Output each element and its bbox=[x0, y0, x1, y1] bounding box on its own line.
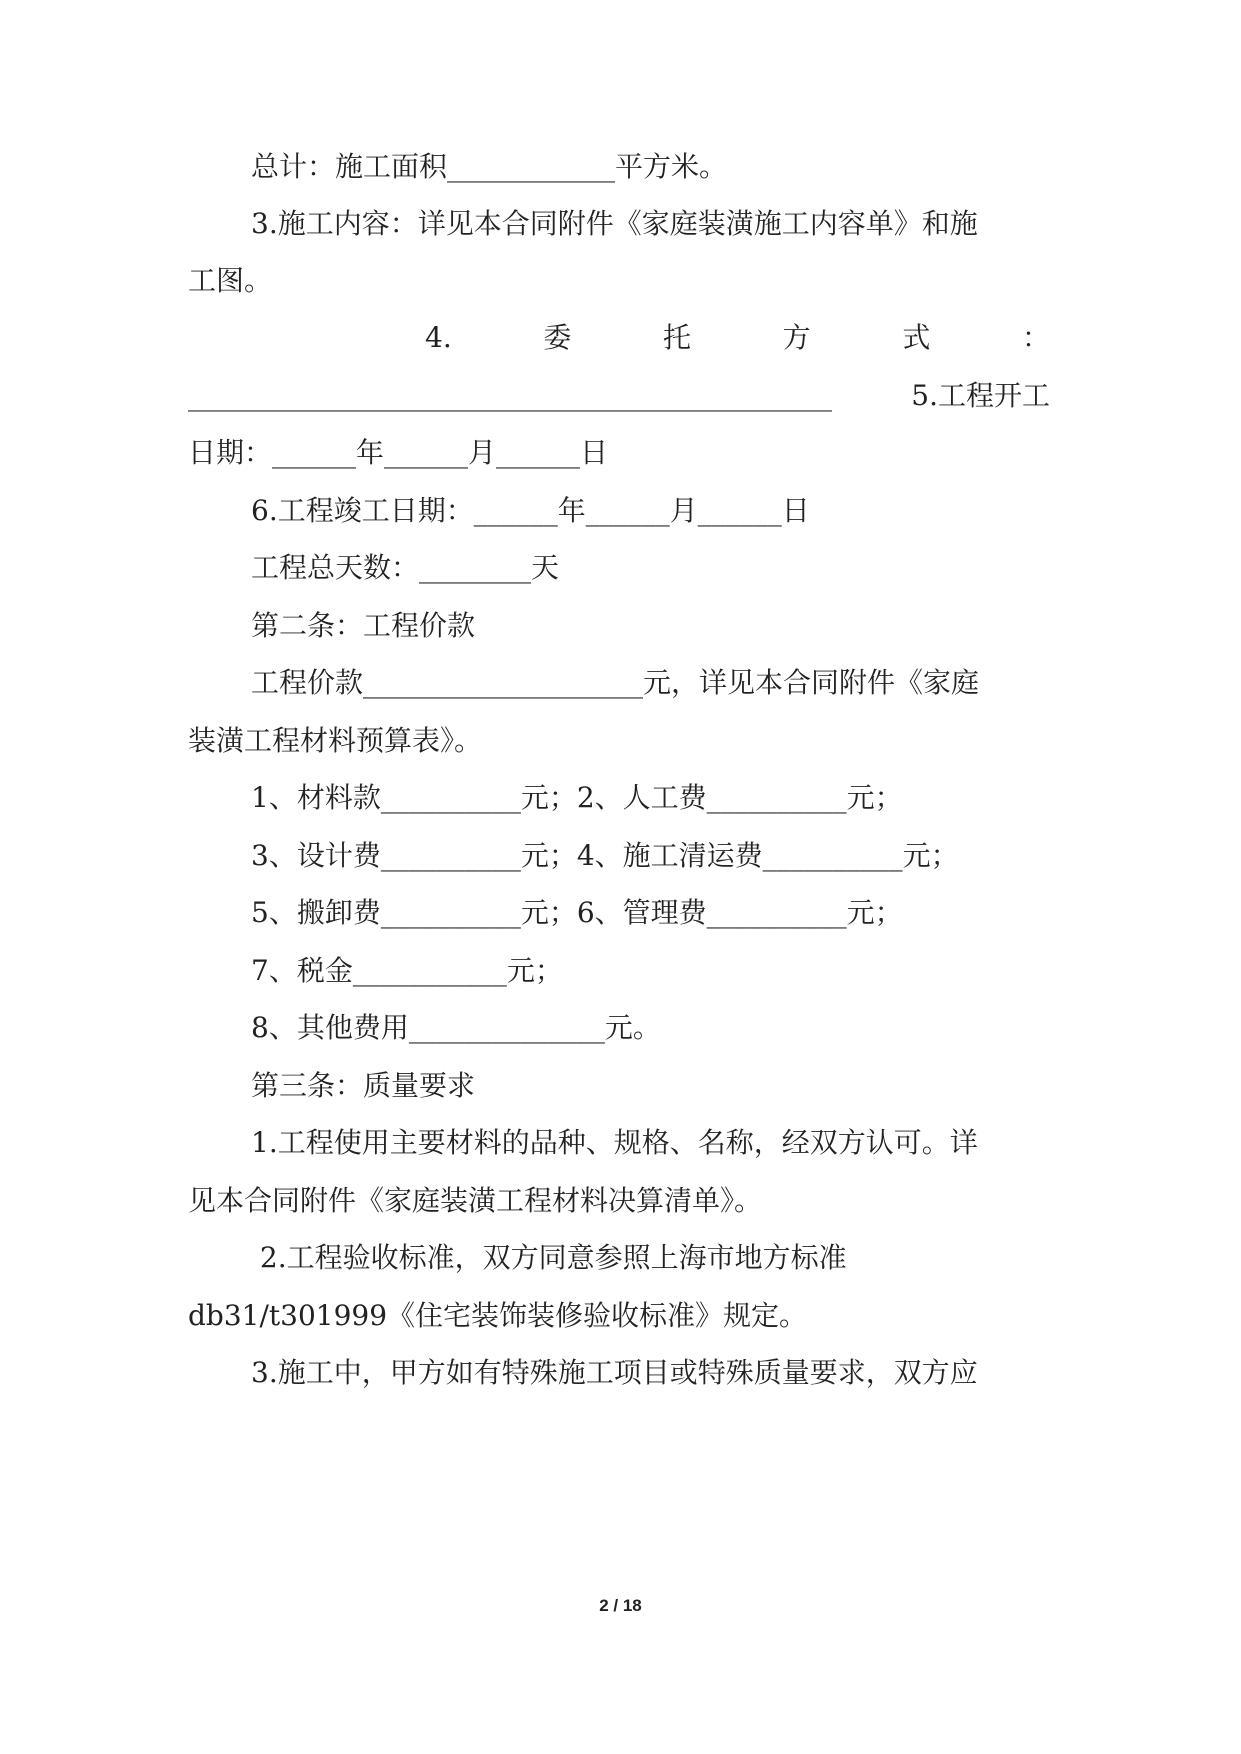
text-line: 第三条：质量要求 bbox=[251, 1069, 476, 1102]
text-line bbox=[188, 379, 1050, 413]
text-line: 工图。 bbox=[188, 264, 273, 297]
text-line: 3、设计费__________元；4、施工清运费__________元； bbox=[251, 839, 959, 872]
text-line: 3.施工中，甲方如有特殊施工项目或特殊质量要求，双方应 bbox=[251, 1356, 978, 1389]
text-line bbox=[425, 321, 1050, 355]
text-fragment: 托 bbox=[663, 321, 692, 354]
text-line: 工程总天数：________天 bbox=[251, 551, 560, 584]
text-line: 5、搬卸费__________元；6、管理费__________元； bbox=[251, 896, 903, 929]
text-line: 1.工程使用主要材料的品种、规格、名称，经双方认可。详 bbox=[251, 1126, 978, 1159]
text-line: 7、税金___________元； bbox=[251, 954, 563, 987]
text-line: 见本合同附件《家庭装潢工程材料决算清单》。 bbox=[188, 1184, 763, 1217]
text-line: 日期：______年______月______日 bbox=[188, 436, 609, 469]
text-fragment: 式 bbox=[902, 321, 931, 354]
text-line: 2.工程验收标准，双方同意参照上海市地方标准 bbox=[251, 1241, 847, 1274]
text-line: 1、材料款__________元；2、人工费__________元； bbox=[251, 781, 903, 814]
text-line-content: 3.施工内容：详见本合同附件《家庭装潢施工内容单》和施 bbox=[251, 207, 978, 240]
text-line: 6.工程竣工日期：______年______月______日 bbox=[251, 494, 810, 527]
text-fragment: 委 bbox=[543, 321, 572, 354]
text-line: 工程价款____________________元，详见本合同附件《家庭 bbox=[251, 666, 980, 699]
text-line: 8、其他费用______________元。 bbox=[251, 1011, 661, 1044]
text-fragment: 4. bbox=[425, 321, 452, 354]
text-line: 总计：施工面积____________平方米。 bbox=[251, 150, 728, 183]
page-number: 2 / 18 bbox=[599, 1596, 642, 1615]
text-fragment: ： bbox=[1021, 321, 1050, 354]
text-line: 第二条：工程价款 bbox=[251, 609, 476, 642]
text-line bbox=[251, 207, 1050, 241]
text-fragment: 方 bbox=[782, 321, 811, 354]
text-fragment: ______________________________________________ bbox=[188, 379, 832, 412]
text-line: db31/t301999《住宅装饰装修验收标准》规定。 bbox=[188, 1299, 808, 1332]
text-line: 装潢工程材料预算表》。 bbox=[188, 724, 483, 757]
text-fragment: 5.工程开工 bbox=[911, 379, 1050, 412]
